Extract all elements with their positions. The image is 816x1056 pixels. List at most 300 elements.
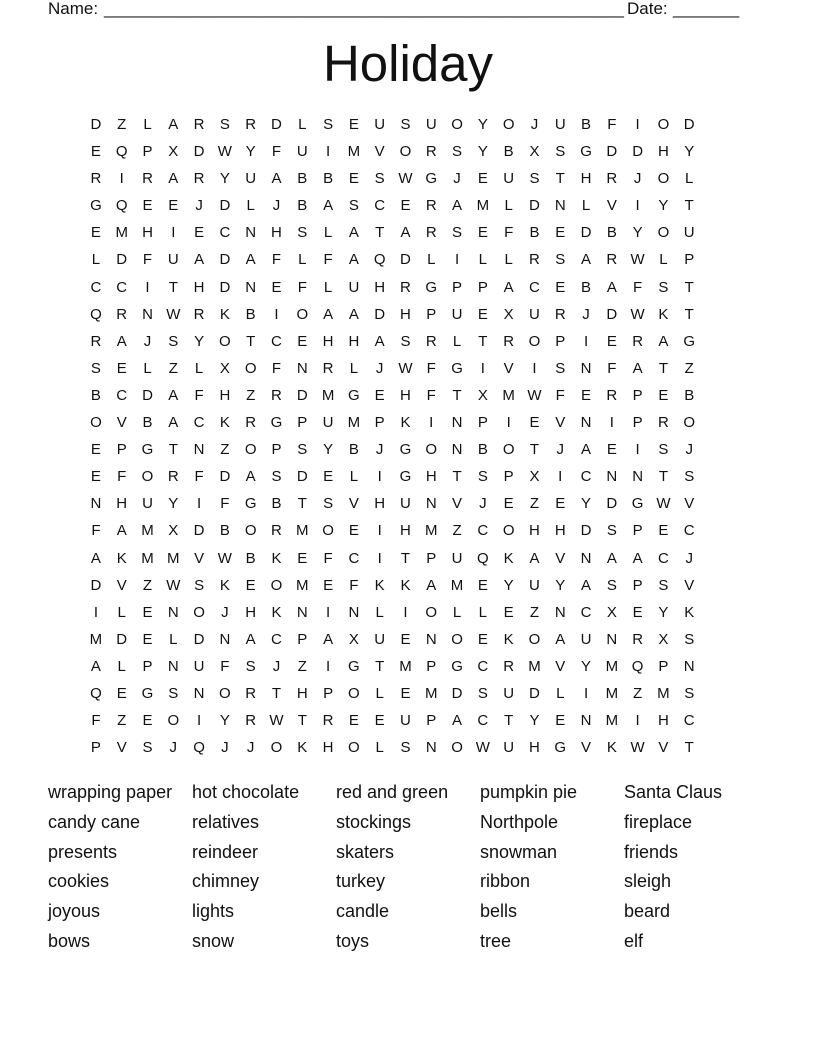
grid-cell: B — [271, 495, 282, 513]
grid-cell: D — [632, 143, 644, 161]
grid-cell: Z — [246, 386, 256, 404]
grid-cell: H — [425, 468, 437, 486]
grid-cell: Y — [632, 224, 643, 242]
grid-cell: Q — [90, 305, 102, 323]
date-label: Date: — [627, 0, 668, 18]
grid-cell: Q — [115, 197, 128, 215]
grid-cell: S — [400, 332, 411, 350]
grid-cell: Y — [194, 332, 205, 350]
grid-cell: L — [375, 684, 384, 702]
grid-cell: N — [142, 305, 153, 323]
grid-cell: A — [606, 549, 617, 567]
grid-cell: O — [425, 441, 438, 459]
grid-cell: F — [194, 386, 204, 404]
grid-cell: E — [555, 712, 566, 730]
grid-cell: C — [193, 414, 205, 432]
grid-cell: E — [348, 712, 359, 730]
grid-cell: K — [219, 576, 230, 594]
grid-cell: F — [271, 143, 282, 161]
grid-cell: M — [296, 576, 309, 594]
grid-cell: T — [271, 684, 282, 702]
grid-cell: V — [452, 495, 463, 513]
grid-cell: S — [684, 468, 695, 486]
grid-cell: V — [581, 739, 592, 757]
grid-cell: N — [580, 549, 592, 567]
grid-row — [83, 626, 733, 653]
grid-cell: N — [580, 712, 592, 730]
grid-cell: H — [322, 739, 334, 757]
grid-cell: G — [399, 468, 412, 486]
grid-cell: P — [323, 684, 334, 702]
grid-cell: L — [556, 684, 565, 702]
grid-cell: W — [398, 170, 413, 188]
word-item: red and green — [336, 782, 449, 802]
grid-cell: P — [142, 657, 153, 675]
grid-cell: R — [245, 414, 257, 432]
grid-cell: P — [426, 657, 437, 675]
grid-cell: U — [193, 657, 205, 675]
grid-cell: I — [325, 657, 331, 675]
grid-cell: A — [632, 549, 643, 567]
grid-cell: A — [374, 332, 385, 350]
grid-cell: T — [684, 278, 694, 296]
grid-cell: F — [142, 251, 153, 269]
grid-cell: H — [529, 522, 540, 540]
grid-row — [83, 490, 733, 517]
word-item: wrapping paper — [48, 782, 173, 802]
grid-cell: P — [426, 712, 437, 730]
grid-cell: P — [632, 522, 643, 540]
grid-row — [83, 409, 733, 436]
grid-cell: P — [684, 251, 695, 269]
grid-cell: E — [116, 684, 127, 702]
grid-cell: B — [477, 441, 488, 459]
grid-cell: R — [116, 305, 128, 323]
grid-cell: D — [193, 522, 205, 540]
grid-cell: O — [167, 712, 180, 730]
grid-cell: O — [270, 739, 283, 757]
grid-cell: I — [119, 170, 124, 188]
grid-cell: L — [349, 468, 359, 486]
grid-cell: D — [142, 386, 153, 404]
grid-cell: O — [322, 522, 334, 540]
grid-cell: P — [658, 657, 669, 675]
grid-cell: V — [374, 143, 385, 161]
grid-cell: R — [90, 170, 102, 188]
grid-cell: J — [169, 739, 178, 757]
grid-cell: N — [348, 603, 360, 621]
grid-cell: W — [630, 739, 645, 757]
grid-cell: G — [451, 359, 463, 377]
grid-cell: P — [477, 414, 488, 432]
grid-cell: R — [245, 684, 257, 702]
grid-cell: X — [477, 386, 488, 404]
grid-cell: N — [451, 414, 463, 432]
grid-cell: T — [658, 468, 669, 486]
grid-cell: P — [426, 305, 437, 323]
grid-cell: A — [581, 441, 592, 459]
grid-cell: F — [297, 278, 307, 296]
grid-cell: R — [606, 170, 618, 188]
grid-cell: K — [400, 414, 411, 432]
grid-cell: C — [374, 197, 386, 215]
grid-cell: Z — [297, 657, 307, 675]
grid-cell: S — [400, 116, 411, 133]
grid-cell: Z — [117, 116, 127, 133]
grid-cell: S — [297, 224, 308, 242]
grid-cell: A — [503, 278, 514, 296]
grid-cell: H — [193, 278, 205, 296]
grid-cell: S — [348, 197, 359, 215]
grid-cell: L — [452, 603, 462, 621]
grid-cell: O — [528, 332, 541, 350]
grid-cell: Y — [684, 143, 695, 161]
grid-row — [83, 301, 733, 328]
grid-cell: N — [425, 630, 437, 648]
grid-cell: R — [606, 251, 618, 269]
grid-cell: S — [555, 359, 566, 377]
grid-cell: A — [271, 170, 282, 188]
grid-cell: A — [194, 251, 205, 269]
grid-cell: J — [556, 441, 564, 459]
grid-cell: D — [116, 630, 128, 648]
grid-cell: B — [245, 549, 256, 567]
grid-cell: S — [658, 441, 669, 459]
grid-cell: N — [554, 603, 566, 621]
word-item: sleigh — [624, 871, 672, 892]
grid-cell: I — [274, 305, 279, 323]
grid-cell: H — [658, 712, 669, 730]
grid-cell: I — [609, 414, 614, 432]
grid-cell: I — [532, 359, 537, 377]
grid-cell: I — [480, 359, 485, 377]
grid-cell: I — [403, 603, 408, 621]
grid-cell: S — [323, 495, 334, 513]
grid-cell: P — [90, 739, 101, 757]
grid-cell: O — [451, 739, 463, 757]
grid-cell: M — [425, 684, 438, 702]
grid-cell: I — [635, 441, 640, 459]
grid-cell: M — [89, 630, 103, 648]
grid-cell: I — [429, 414, 434, 432]
grid-cell: J — [195, 197, 203, 215]
grid-cell: N — [193, 684, 205, 702]
grid-cell: V — [348, 495, 359, 513]
word-item: pumpkin pie — [480, 782, 578, 802]
grid-cell: W — [166, 305, 181, 323]
grid-cell: J — [479, 495, 487, 513]
grid-cell: L — [581, 197, 591, 215]
grid-cell: G — [631, 495, 644, 513]
grid-cell: R — [245, 116, 257, 133]
grid-row — [83, 545, 733, 572]
grid-cell: V — [503, 359, 514, 377]
grid-cell: X — [658, 630, 669, 648]
grid-row — [83, 707, 733, 734]
grid-cell: W — [269, 712, 284, 730]
grid-cell: B — [529, 224, 540, 242]
word-item: candy cane — [48, 811, 141, 832]
grid-cell: D — [219, 468, 231, 486]
grid-cell: H — [271, 224, 282, 242]
grid-cell: E — [400, 630, 411, 648]
grid-cell: C — [116, 278, 128, 296]
grid-cell: C — [477, 522, 489, 540]
grid-cell: I — [325, 603, 331, 621]
grid-cell: W — [527, 386, 542, 404]
grid-cell: K — [271, 549, 282, 567]
grid-cell: V — [194, 549, 205, 567]
grid-cell: R — [606, 386, 618, 404]
grid-cell: S — [477, 468, 488, 486]
grid-cell: K — [374, 576, 385, 594]
grid-cell: J — [272, 657, 281, 675]
grid-row — [83, 517, 733, 544]
grid-cell: D — [683, 116, 695, 133]
grid-cell: M — [605, 657, 619, 675]
grid-cell: R — [90, 332, 102, 350]
grid-cell: A — [116, 522, 127, 540]
grid-cell: M — [605, 712, 619, 730]
grid-cell: P — [297, 414, 308, 432]
grid-cell: V — [684, 495, 695, 513]
grid-cell: U — [142, 495, 153, 513]
grid-cell: B — [581, 116, 592, 133]
grid-cell: O — [348, 739, 360, 757]
grid-cell: E — [194, 224, 205, 242]
grid-cell: B — [297, 170, 308, 188]
grid-cell: B — [219, 522, 230, 540]
grid-cell: I — [635, 197, 640, 215]
grid-cell: C — [271, 630, 282, 648]
grid-cell: M — [425, 522, 438, 540]
grid-cell: I — [197, 495, 202, 513]
name-blank-line: _______________________________________________________ — [104, 0, 625, 18]
grid-cell: H — [348, 332, 360, 350]
grid-cell: V — [555, 657, 566, 675]
grid-cell: E — [606, 441, 617, 459]
grid-cell: U — [529, 576, 540, 594]
grid-cell: L — [685, 170, 694, 188]
grid-cell: G — [580, 143, 592, 161]
grid-cell: Q — [477, 549, 489, 567]
grid-cell: I — [377, 549, 382, 567]
grid-cell: P — [297, 630, 308, 648]
grid-cell: D — [580, 522, 592, 540]
grid-cell: Q — [115, 143, 128, 161]
grid-cell: E — [477, 305, 488, 323]
grid-cell: B — [606, 224, 617, 242]
grid-row — [83, 355, 733, 382]
grid-cell: O — [296, 305, 309, 323]
word-item: chimney — [192, 871, 260, 892]
grid-cell: C — [529, 278, 540, 296]
grid-cell: B — [503, 143, 514, 161]
grid-row — [83, 599, 733, 626]
grid-cell: L — [298, 251, 307, 269]
grid-cell: H — [374, 495, 386, 513]
grid-cell: E — [348, 170, 359, 188]
grid-cell: Q — [193, 739, 205, 757]
grid-cell: M — [605, 684, 619, 702]
grid-cell: A — [245, 468, 256, 486]
grid-cell: W — [398, 359, 413, 377]
grid-cell: X — [529, 468, 540, 486]
grid-cell: A — [90, 549, 101, 567]
grid-cell: E — [348, 116, 359, 133]
grid-cell: Y — [245, 143, 256, 161]
grid-cell: Z — [452, 522, 462, 540]
grid-cell: F — [220, 657, 230, 675]
grid-cell: U — [245, 170, 257, 188]
grid-cell: C — [271, 332, 282, 350]
grid-cell: D — [193, 143, 205, 161]
grid-cell: E — [168, 197, 179, 215]
grid-cell: D — [90, 576, 102, 594]
grid-cell: X — [219, 359, 230, 377]
grid-cell: Z — [529, 495, 540, 513]
grid-cell: I — [197, 712, 202, 730]
grid-cell: A — [168, 414, 179, 432]
grid-cell: X — [606, 603, 617, 621]
word-item: Northpole — [480, 811, 559, 832]
grid-cell: W — [217, 143, 232, 161]
grid-cell: O — [141, 468, 154, 486]
word-item: toys — [336, 930, 370, 951]
grid-cell: T — [684, 197, 694, 215]
grid-cell: N — [632, 468, 644, 486]
grid-cell: K — [606, 739, 617, 757]
grid-cell: Z — [220, 441, 230, 459]
grid-cell: Z — [117, 712, 127, 730]
grid-cell: G — [554, 739, 567, 757]
grid-cell: J — [272, 197, 281, 215]
grid-cell: S — [452, 143, 463, 161]
grid-cell: Z — [633, 684, 643, 702]
grid-cell: R — [193, 116, 205, 133]
grid-cell: L — [478, 251, 488, 269]
grid-cell: R — [271, 522, 282, 540]
grid-cell: U — [451, 549, 463, 567]
grid-cell: M — [502, 386, 515, 404]
word-item: friends — [624, 841, 679, 862]
grid-cell: T — [452, 468, 462, 486]
grid-cell: O — [502, 441, 515, 459]
grid-cell: F — [220, 495, 230, 513]
grid-cell: S — [271, 468, 282, 486]
grid-cell: U — [400, 495, 411, 513]
grid-cell: U — [451, 305, 463, 323]
grid-cell: Q — [373, 251, 386, 269]
grid-cell: A — [581, 251, 592, 269]
word-row — [48, 838, 768, 868]
grid-cell: C — [477, 657, 489, 675]
grid-cell: W — [166, 576, 181, 594]
grid-cell: E — [116, 359, 127, 377]
grid-cell: U — [683, 224, 695, 242]
grid-cell: T — [375, 224, 385, 242]
grid-cell: H — [400, 386, 411, 404]
grid-cell: E — [245, 576, 256, 594]
grid-row — [83, 382, 733, 409]
grid-cell: S — [684, 630, 695, 648]
grid-cell: T — [375, 657, 385, 675]
grid-cell: K — [116, 549, 127, 567]
grid-cell: T — [684, 305, 694, 323]
grid-cell: H — [529, 739, 540, 757]
grid-cell: J — [375, 441, 384, 459]
date-blank-line: _______ — [673, 0, 740, 18]
grid-cell: F — [426, 359, 436, 377]
grid-cell: E — [400, 684, 411, 702]
grid-cell: M — [141, 522, 154, 540]
grid-row — [83, 463, 733, 490]
grid-cell: D — [400, 251, 411, 269]
grid-cell: P — [426, 549, 437, 567]
grid-cell: K — [297, 739, 308, 757]
grid-cell: O — [657, 224, 670, 242]
grid-cell: A — [116, 332, 127, 350]
grid-cell: H — [658, 143, 669, 161]
grid-cell: T — [297, 712, 307, 730]
grid-cell: G — [399, 441, 412, 459]
grid-cell: E — [374, 386, 385, 404]
grid-cell: N — [167, 603, 179, 621]
grid-cell: J — [221, 603, 229, 621]
grid-cell: H — [400, 305, 411, 323]
word-item: snow — [192, 930, 235, 951]
grid-cell: H — [142, 224, 153, 242]
grid-cell: I — [583, 684, 589, 702]
grid-cell: O — [399, 143, 412, 161]
grid-cell: E — [658, 522, 669, 540]
word-item: Santa Claus — [624, 782, 723, 802]
word-item: bows — [48, 930, 91, 951]
grid-cell: E — [477, 224, 488, 242]
grid-cell: P — [632, 414, 643, 432]
grid-cell: P — [452, 278, 463, 296]
grid-cell: F — [607, 359, 617, 377]
grid-cell: D — [580, 224, 592, 242]
grid-cell: S — [400, 739, 411, 757]
grid-cell: D — [606, 305, 618, 323]
grid-cell: P — [271, 441, 282, 459]
grid-cell: B — [245, 305, 256, 323]
grid-cell: X — [168, 143, 179, 161]
grid-cell: H — [400, 522, 411, 540]
grid-cell: J — [582, 305, 590, 323]
grid-cell: R — [245, 712, 257, 730]
grid-cell: S — [374, 170, 385, 188]
grid-cell: P — [142, 143, 153, 161]
grid-cell: R — [632, 630, 644, 648]
grid-cell: D — [219, 197, 231, 215]
word-item: snowman — [480, 841, 558, 862]
grid-cell: F — [555, 386, 565, 404]
grid-cell: N — [219, 630, 231, 648]
grid-cell: E — [142, 712, 153, 730]
grid-cell: D — [529, 197, 540, 215]
grid-cell: I — [454, 251, 460, 269]
grid-cell: S — [477, 684, 488, 702]
grid-cell: J — [685, 549, 693, 567]
grid-cell: T — [452, 386, 462, 404]
grid-cell: O — [502, 522, 515, 540]
grid-cell: G — [451, 657, 463, 675]
grid-cell: A — [581, 576, 592, 594]
grid-cell: E — [529, 414, 540, 432]
grid-cell: L — [169, 630, 178, 648]
